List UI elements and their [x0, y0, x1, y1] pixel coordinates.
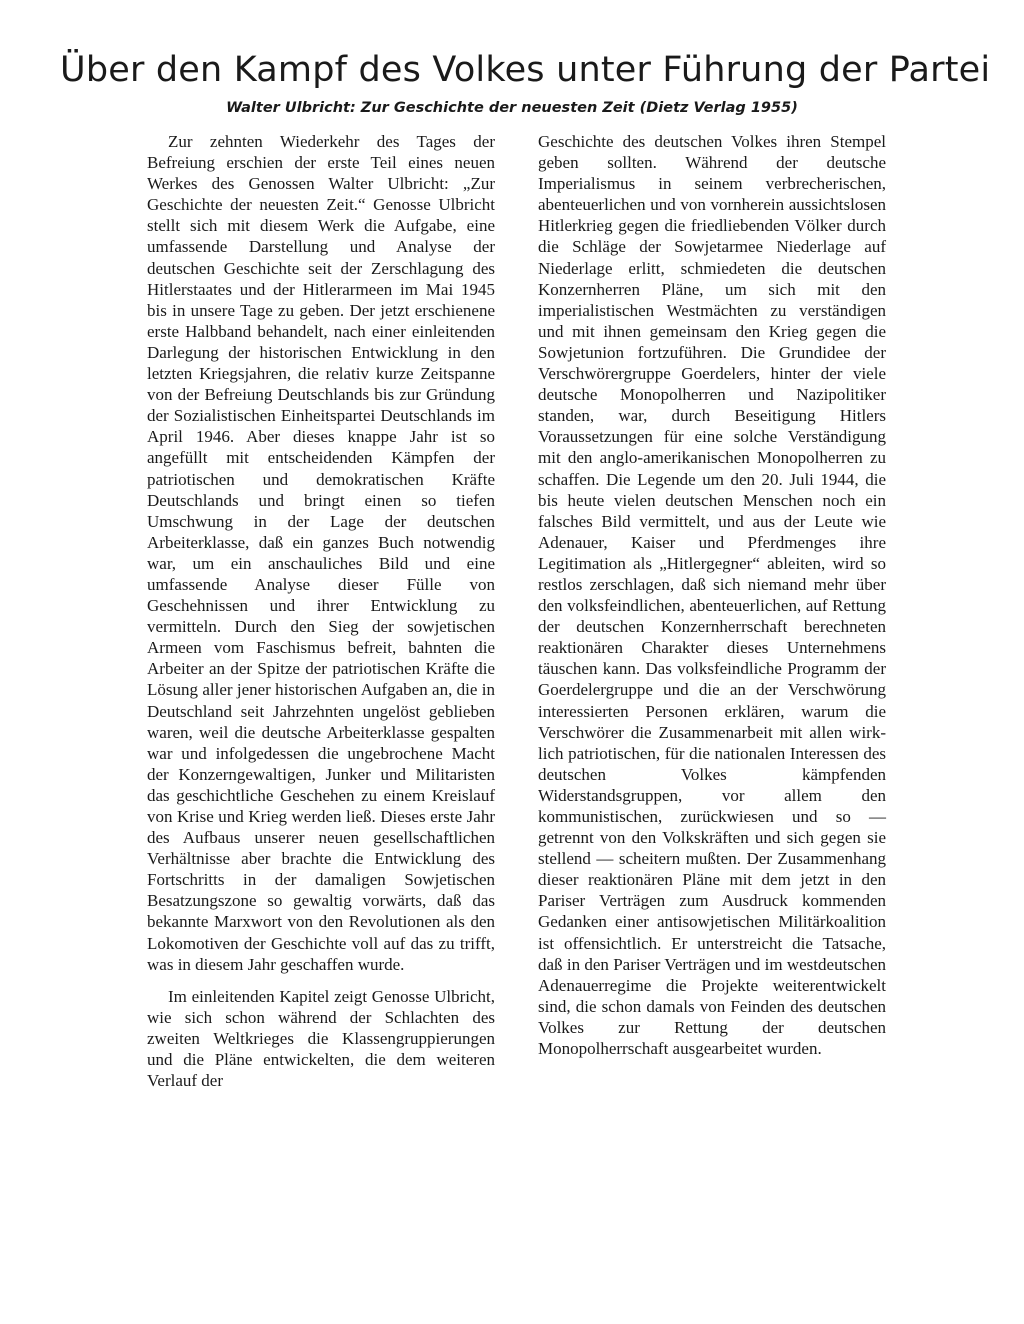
left-column-paragraph-2: Im einleitenden Kapitel zeigt Genosse Ulbricht, wie sich schon während der Schlachten des zweiten Weltkrieges die Klassengruppierungen und die Pläne entwickelten, die dem weiteren Verlauf der: [147, 986, 495, 1091]
right-column-paragraph-1: Geschichte des deutschen Volkes ihren Stempel geben sollten. Während der deutsche Imperialismus in seinem verbrecherischen, abenteuerlichen und von vornherein aussichtslosen Hitlerkrieg gegen die friedliebenden Völker durch die Schläge der Sowjetarmee Niederlage auf Niederlage erlitt, schmiedeten die deutschen Konzernherren Pläne, um sich mit den imperialistischen Westmächten zu verständigen und mit ihnen gemeinsam den Krieg gegen die Sowjetunion fortzuführen. Die Grundidee der Verschwörergruppe Goerdelers, hinter der viele deutsche Monopolherren und Nazipolitiker standen, war, durch Beseitigung Hitlers Voraussetzungen für eine solche Verständigung mit den anglo-amerikanischen Monopolherren zu schaffen. Die Legende um den 20. Juli 1944, die bis heute vielen deutschen Menschen noch ein falsches Bild vermittelt, und aus der Leute wie Adenauer, Kaiser und Pferdmenges ihre Legitimation als „Hitlergegner“ ableiten, wird so restlos zerschlagen, daß sich niemand mehr über den volksfeindlichen, abenteuerlichen, auf Rettung der deutschen Konzernherrschaft berechneten reaktionären Charakter dieses Unternehmens täuschen kann. Das volksfeindliche Programm der Goerdelergruppe und die an der Verschwörung interessierten Personen erklären, warum die Verschwörer die Zusammenarbeit mit allen wirklich patriotischen, für die nationalen Interessen des deutschen Volkes kämpfenden Widerstandsgruppen, vor allem den kommunistischen, zurückwiesen und so — getrennt von den Volkskräften und sich gegen sie stellend — scheitern mußten. Der Zusammenhang dieser reaktionären Pläne mit dem jetzt in den Pariser Verträgen zum Ausdruck kommenden Gedanken einer antisowjetischen Militärkoalition ist offensichtlich. Er unterstreicht die Tatsache, daß in den Pariser Verträgen und im westdeutschen Adenauerregime die Projekte weiterentwickelt sind, die schon damals von Feinden des deutschen Volkes zur Rettung der deutschen Monopolherrschaft ausgearbeitet wurden.: [538, 132, 886, 1059]
left-column: [147, 131, 495, 1091]
left-column-paragraph-1: Zur zehnten Wiederkehr des Tages der Befreiung erschien der erste Teil eines neuen Werkes des Genossen Walter Ulbricht: „Zur Geschichte der neuesten Zeit.“ Genosse Ulbricht stellt sich mit diesem Werk die Aufgabe, eine umfassende Darstellung und Analyse der deutschen Geschichte seit der Zerschlagung des Hitlerstaates und der Hitlerarmeen im Mai 1945 bis in unsere Tage zu geben. Der jetzt erschienene erste Halbband behandelt, nach einer einleitenden Darlegung der historischen Entwicklung in den letzten Kriegsjahren, die relativ kurze Zeitspanne von der Befreiung Deutschlands bis zur Gründung der Sozialistischen Einheitspartei Deutschlands im April 1946. Aber dieses knappe Jahr ist so angefüllt mit entscheidenden Kämpfen der patriotischen und demokratischen Kräfte Deutschlands und bringt einen so tiefen Umschwung in der Lage der deutschen Arbeiterklasse, daß ein ganzes Buch notwendig war, um ein anschauliches Bild und eine umfassende Analyse dieser Fülle von Geschehnissen und ihrer Entwicklung zu vermitteln. Durch den Sieg der sowjetischen Armeen vom Faschismus befreit, bahnten die Arbeiter an der Spitze der patriotischen Kräfte die Lösung aller jener historischen Aufgaben an, die in Deutschland seit Jahrzehnten ungelöst geblieben waren, weil die deutsche Arbeiterklasse gespalten war und infolgedessen die ungebrochene Macht der Konzerngewaltigen, Junker und Militaristen das geschichtliche Geschehen zu einem Kreislauf von Krise und Krieg werden ließ. Dieses erste Jahr des Aufbaus unserer neuen gesellschaftlichen Verhältnisse aber brachte die Entwicklung des Fortschritts in der damaligen Sowjetischen Besatzungszone so gewaltig vorwärts, daß das bekannte Marxwort von den Revolutionen als den Lokomotiven der Geschichte voll auf das zu trifft, was in diesem Jahr geschaffen wurde.: [147, 132, 495, 974]
right-column: [538, 131, 886, 1059]
article-subtitle: Walter Ulbricht: Zur Geschichte der neuesten Zeit (Dietz Verlag 1955): [226, 100, 798, 116]
article-title: Über den Kampf des Volkes unter Führung der Partei: [60, 50, 991, 90]
